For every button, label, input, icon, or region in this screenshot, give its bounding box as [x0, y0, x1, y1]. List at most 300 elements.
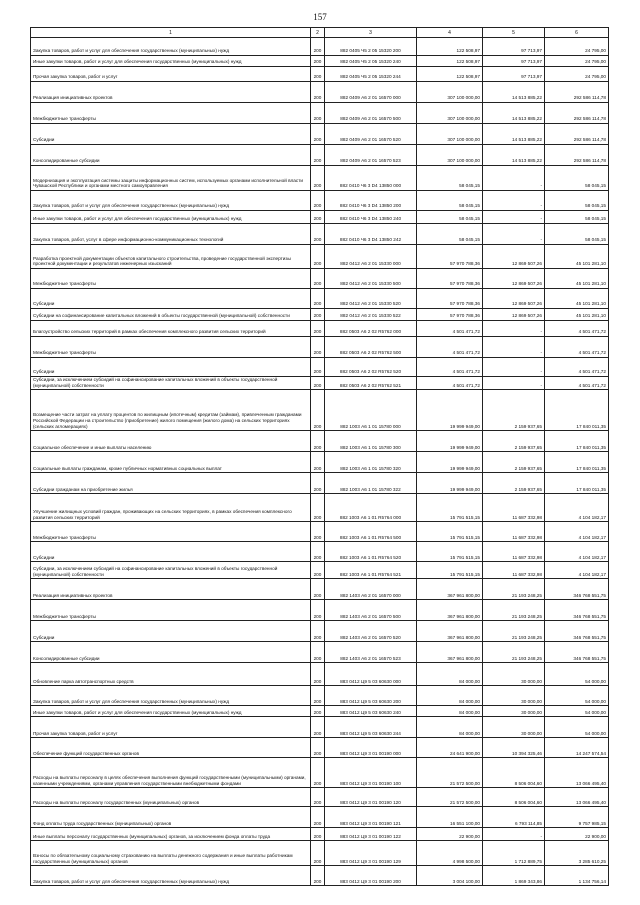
article-name-cell: Обновление парка автотранспортных средств [31, 663, 311, 686]
unexecuted-amount-cell: 292 586 114,78 [545, 82, 609, 103]
executed-amount-cell: 30 000,00 [483, 717, 545, 738]
table-row [31, 289, 609, 309]
classification-code-cell: 882 0410 Ч6 3 D4 13850 200 [325, 191, 417, 211]
executed-amount-cell: 12 869 507,26 [483, 309, 545, 321]
column-header: 4 [417, 28, 483, 38]
approved-amount-cell: 84 000,00 [417, 706, 483, 717]
table-row [31, 358, 609, 377]
approved-amount-cell: 21 572 500,00 [417, 758, 483, 788]
classification-code-cell: 883 0412 Ц9 5 03 60630 000 [325, 663, 417, 686]
line-code-cell: 200 [311, 452, 325, 473]
line-code-cell: 200 [311, 390, 325, 431]
executed-amount-cell: 8 506 004,60 [483, 758, 545, 788]
article-name-cell: Иные закупки товаров, работ и услуг для обеспечения государственных (муниципальных) нужд [31, 211, 311, 224]
article-name-cell: Обеспечение функций государственных органов [31, 738, 311, 758]
line-code-cell: 200 [311, 321, 325, 337]
unexecuted-amount-cell: 4 104 182,17 [545, 542, 609, 562]
executed-amount-cell: 21 193 248,25 [483, 579, 545, 600]
line-code-cell: 200 [311, 600, 325, 621]
line-code-cell: 200 [311, 642, 325, 663]
executed-amount-cell: 97 713,97 [483, 67, 545, 82]
line-code-cell: 200 [311, 522, 325, 542]
unexecuted-amount-cell: 54 000,00 [545, 686, 609, 706]
table-row [31, 103, 609, 124]
approved-amount-cell: 19 999 949,00 [417, 473, 483, 494]
approved-amount-cell: 15 791 515,15 [417, 522, 483, 542]
page-number: 157 [313, 12, 327, 22]
executed-amount-cell: 10 394 325,46 [483, 738, 545, 758]
approved-amount-cell: 84 000,00 [417, 663, 483, 686]
article-name-cell: Субсидии, за исключением субсидий на софинансирование капитальных вложений в объекты государственной (муниципальной) собственности [31, 377, 311, 390]
classification-code-cell: 882 1003 А6 1 01 15780 320 [325, 452, 417, 473]
unexecuted-amount-cell: 4 104 182,17 [545, 562, 609, 579]
line-code-cell: 200 [311, 807, 325, 828]
article-name-cell: Закупка товаров, работ, услуг в сфере информационно-коммуникационных технологий [31, 224, 311, 245]
line-code-cell: 200 [311, 289, 325, 309]
unexecuted-amount-cell: 1 134 756,14 [545, 866, 609, 886]
executed-amount-cell: - [483, 166, 545, 191]
article-name-cell: Консолидированные субсидии [31, 642, 311, 663]
approved-amount-cell: 15 791 515,15 [417, 542, 483, 562]
classification-code-cell: 882 0412 А6 2 01 15330 500 [325, 269, 417, 289]
unexecuted-amount-cell: 17 840 011,35 [545, 452, 609, 473]
approved-amount-cell: 367 961 800,00 [417, 579, 483, 600]
line-code-cell: 200 [311, 38, 325, 56]
approved-amount-cell: 15 791 515,15 [417, 562, 483, 579]
executed-amount-cell: 97 713,97 [483, 56, 545, 67]
unexecuted-amount-cell: 58 045,15 [545, 224, 609, 245]
table-row [31, 717, 609, 738]
line-code-cell: 200 [311, 494, 325, 522]
classification-code-cell: 882 0409 А6 2 01 16570 523 [325, 145, 417, 166]
unexecuted-amount-cell: 17 840 011,35 [545, 390, 609, 431]
line-code-cell: 200 [311, 738, 325, 758]
executed-amount-cell: 30 000,00 [483, 663, 545, 686]
column-header: 5 [483, 28, 545, 38]
executed-amount-cell: 11 687 332,98 [483, 562, 545, 579]
classification-code-cell: 882 1003 А6 1 01 15780 000 [325, 390, 417, 431]
line-code-cell: 200 [311, 706, 325, 717]
line-code-cell: 200 [311, 621, 325, 642]
article-name-cell: Модернизация и эксплуатация системы защиты информационных систем, используемых органами исполнительной власти Чувашской Республики и органами местного самоуправления [31, 166, 311, 191]
line-code-cell: 200 [311, 473, 325, 494]
classification-code-cell: 882 0405 Ч5 2 05 15320 244 [325, 67, 417, 82]
line-code-cell: 200 [311, 788, 325, 807]
unexecuted-amount-cell: 4 104 182,17 [545, 522, 609, 542]
classification-code-cell: 883 0412 Ц9 5 03 60630 244 [325, 717, 417, 738]
classification-code-cell: 883 0412 Ц9 3 01 00190 100 [325, 758, 417, 788]
line-code-cell: 200 [311, 67, 325, 82]
classification-code-cell: 883 0412 Ц9 3 01 00190 120 [325, 788, 417, 807]
classification-code-cell: 882 0410 Ч6 3 D4 13850 000 [325, 166, 417, 191]
table-row [31, 67, 609, 82]
unexecuted-amount-cell: 54 000,00 [545, 717, 609, 738]
executed-amount-cell: 1 712 889,75 [483, 841, 545, 866]
table-row [31, 579, 609, 600]
approved-amount-cell: 58 045,15 [417, 166, 483, 191]
approved-amount-cell: 367 961 800,00 [417, 600, 483, 621]
unexecuted-amount-cell: 45 101 281,10 [545, 309, 609, 321]
approved-amount-cell: 19 999 949,00 [417, 390, 483, 431]
table-row [31, 191, 609, 211]
executed-amount-cell: 97 713,97 [483, 38, 545, 56]
approved-amount-cell: 307 100 000,00 [417, 145, 483, 166]
table-row [31, 245, 609, 269]
table-row [31, 38, 609, 56]
line-code-cell: 200 [311, 211, 325, 224]
table-row [31, 269, 609, 289]
line-code-cell: 200 [311, 841, 325, 866]
article-name-cell: Фонд оплаты труда государственных (муниципальных) органов [31, 807, 311, 828]
article-name-cell: Прочая закупка товаров, работ и услуг [31, 67, 311, 82]
article-name-cell: Расходы на выплаты персоналу государственных (муниципальных) органов [31, 788, 311, 807]
line-code-cell: 200 [311, 717, 325, 738]
approved-amount-cell: 19 999 949,00 [417, 452, 483, 473]
article-name-cell: Закупка товаров, работ и услуг для обеспечения государственных (муниципальных) нужд [31, 38, 311, 56]
table-row [31, 807, 609, 828]
approved-amount-cell: 57 970 788,36 [417, 269, 483, 289]
line-code-cell: 200 [311, 431, 325, 452]
executed-amount-cell: 21 193 248,25 [483, 600, 545, 621]
column-header: 1 [31, 28, 311, 38]
classification-code-cell: 883 0412 Ц9 3 01 00190 122 [325, 828, 417, 841]
article-name-cell: Межбюджетные трансферты [31, 337, 311, 358]
approved-amount-cell: 4 501 471,72 [417, 321, 483, 337]
unexecuted-amount-cell: 292 586 114,78 [545, 103, 609, 124]
article-name-cell: Субсидии [31, 621, 311, 642]
classification-code-cell: 882 1403 А6 2 01 16570 000 [325, 579, 417, 600]
approved-amount-cell: 58 045,15 [417, 224, 483, 245]
executed-amount-cell: 12 869 507,26 [483, 269, 545, 289]
article-name-cell: Возмещение части затрат на уплату процентов по жилищным (ипотечным) кредитам (займам), привлеченным гражданами Российской Федерации на строительство (приобретение) жилого помещения (жилого дома) на сельских территориях (сельских агломерациях) [31, 390, 311, 431]
classification-code-cell: 882 0410 Ч6 3 D4 13850 240 [325, 211, 417, 224]
line-code-cell: 200 [311, 145, 325, 166]
article-name-cell: Субсидии, за исключением субсидий на софинансирование капитальных вложений в объекты государственной (муниципальной) собственности [31, 562, 311, 579]
classification-code-cell: 882 0412 А6 2 01 15330 000 [325, 245, 417, 269]
approved-amount-cell: 4 501 471,72 [417, 377, 483, 390]
classification-code-cell: 882 0410 Ч6 3 D4 13850 242 [325, 224, 417, 245]
column-number-row [31, 28, 609, 38]
executed-amount-cell: - [483, 211, 545, 224]
line-code-cell: 200 [311, 579, 325, 600]
classification-code-cell: 882 0409 А6 2 01 16570 000 [325, 82, 417, 103]
executed-amount-cell: 30 000,00 [483, 686, 545, 706]
article-name-cell: Закупка товаров, работ и услуг для обеспечения государственных (муниципальных) нужд [31, 191, 311, 211]
executed-amount-cell: 8 506 004,60 [483, 788, 545, 807]
column-header: 3 [325, 28, 417, 38]
executed-amount-cell: 11 687 332,98 [483, 522, 545, 542]
line-code-cell: 200 [311, 269, 325, 289]
line-code-cell: 200 [311, 82, 325, 103]
approved-amount-cell: 57 970 788,36 [417, 309, 483, 321]
table-row [31, 321, 609, 337]
unexecuted-amount-cell: 45 101 281,10 [545, 245, 609, 269]
unexecuted-amount-cell: 58 045,15 [545, 191, 609, 211]
table-row [31, 686, 609, 706]
executed-amount-cell: - [483, 321, 545, 337]
line-code-cell: 200 [311, 562, 325, 579]
classification-code-cell: 882 1003 А6 1 01 R5764 521 [325, 562, 417, 579]
classification-code-cell: 882 0503 А6 2 02 R5762 521 [325, 377, 417, 390]
article-name-cell: Субсидии [31, 289, 311, 309]
classification-code-cell: 882 1003 А6 1 01 R5764 520 [325, 542, 417, 562]
classification-code-cell: 882 0405 Ч5 2 05 15320 200 [325, 38, 417, 56]
approved-amount-cell: 57 970 788,36 [417, 289, 483, 309]
line-code-cell: 200 [311, 166, 325, 191]
line-code-cell: 200 [311, 103, 325, 124]
article-name-cell: Реализация инициативных проектов [31, 579, 311, 600]
article-name-cell: Взносы по обязательному социальному страхованию на выплаты денежного содержания и иные выплаты работникам государственных (муниципальных) органов [31, 841, 311, 866]
approved-amount-cell: 307 100 000,00 [417, 103, 483, 124]
approved-amount-cell: 58 045,15 [417, 211, 483, 224]
approved-amount-cell: 4 501 471,72 [417, 358, 483, 377]
classification-code-cell: 882 1403 А6 2 01 16570 523 [325, 642, 417, 663]
line-code-cell: 200 [311, 377, 325, 390]
unexecuted-amount-cell: 3 285 610,25 [545, 841, 609, 866]
unexecuted-amount-cell: 24 795,00 [545, 56, 609, 67]
table-row [31, 82, 609, 103]
line-code-cell: 200 [311, 124, 325, 145]
column-header: 2 [311, 28, 325, 38]
unexecuted-amount-cell: 54 000,00 [545, 663, 609, 686]
executed-amount-cell: 6 793 114,85 [483, 807, 545, 828]
unexecuted-amount-cell: 58 045,15 [545, 211, 609, 224]
unexecuted-amount-cell: 45 101 281,10 [545, 289, 609, 309]
article-name-cell: Субсидии гражданам на приобретение жилья [31, 473, 311, 494]
unexecuted-amount-cell: 346 768 551,75 [545, 642, 609, 663]
executed-amount-cell: 11 687 332,98 [483, 494, 545, 522]
unexecuted-amount-cell: 13 066 495,40 [545, 788, 609, 807]
article-name-cell: Социальные выплаты гражданам, кроме публичных нормативных социальных выплат [31, 452, 311, 473]
line-code-cell: 200 [311, 245, 325, 269]
article-name-cell: Улучшение жилищных условий граждан, проживающих на сельских территориях, в рамках обеспечения комплексного развития сельских территорий [31, 494, 311, 522]
table-row [31, 600, 609, 621]
executed-amount-cell: - [483, 828, 545, 841]
table-row [31, 828, 609, 841]
table-row [31, 145, 609, 166]
table-row [31, 663, 609, 686]
article-name-cell: Иные закупки товаров, работ и услуг для обеспечения государственных (муниципальных) нужд [31, 706, 311, 717]
executed-amount-cell: 1 869 343,86 [483, 866, 545, 886]
approved-amount-cell: 4 998 500,00 [417, 841, 483, 866]
approved-amount-cell: 24 641 900,00 [417, 738, 483, 758]
table-body [31, 38, 609, 886]
classification-code-cell: 882 0503 А6 2 02 R5762 000 [325, 321, 417, 337]
table-row [31, 522, 609, 542]
table-row [31, 642, 609, 663]
line-code-cell: 200 [311, 358, 325, 377]
article-name-cell: Социальное обеспечение и иные выплаты населению [31, 431, 311, 452]
article-name-cell: Благоустройство сельских территорий в рамках обеспечения комплексного развития сельских территорий [31, 321, 311, 337]
executed-amount-cell: 30 000,00 [483, 706, 545, 717]
unexecuted-amount-cell: 4 501 471,72 [545, 321, 609, 337]
table-row [31, 621, 609, 642]
article-name-cell: Иные закупки товаров, работ и услуг для обеспечения государственных (муниципальных) нужд [31, 56, 311, 67]
executed-amount-cell: - [483, 191, 545, 211]
table-row [31, 166, 609, 191]
line-code-cell: 200 [311, 663, 325, 686]
executed-amount-cell: 2 159 937,65 [483, 452, 545, 473]
approved-amount-cell: 84 000,00 [417, 686, 483, 706]
classification-code-cell: 883 0412 Ц9 3 01 00190 121 [325, 807, 417, 828]
unexecuted-amount-cell: 4 501 471,72 [545, 377, 609, 390]
line-code-cell: 200 [311, 866, 325, 886]
approved-amount-cell: 307 100 000,00 [417, 124, 483, 145]
approved-amount-cell: 19 999 949,00 [417, 431, 483, 452]
classification-code-cell: 882 1403 А6 2 01 16570 500 [325, 600, 417, 621]
table-row [31, 224, 609, 245]
classification-code-cell: 882 0412 А6 2 01 15330 520 [325, 289, 417, 309]
classification-code-cell: 882 1003 А6 1 01 R5764 500 [325, 522, 417, 542]
table-row [31, 866, 609, 886]
approved-amount-cell: 122 508,97 [417, 56, 483, 67]
budget-execution-table [30, 27, 609, 886]
table-row [31, 562, 609, 579]
executed-amount-cell: 21 193 248,25 [483, 642, 545, 663]
approved-amount-cell: 122 508,97 [417, 38, 483, 56]
approved-amount-cell: 122 508,97 [417, 67, 483, 82]
article-name-cell: Межбюджетные трансферты [31, 522, 311, 542]
article-name-cell: Консолидированные субсидии [31, 145, 311, 166]
approved-amount-cell: 21 572 500,00 [417, 788, 483, 807]
article-name-cell: Межбюджетные трансферты [31, 600, 311, 621]
unexecuted-amount-cell: 4 501 471,72 [545, 337, 609, 358]
line-code-cell: 200 [311, 56, 325, 67]
approved-amount-cell: 22 900,00 [417, 828, 483, 841]
classification-code-cell: 883 0412 Ц9 5 03 60630 240 [325, 706, 417, 717]
executed-amount-cell: 2 159 937,65 [483, 473, 545, 494]
executed-amount-cell: 14 513 885,22 [483, 103, 545, 124]
table-row [31, 706, 609, 717]
table-row [31, 124, 609, 145]
unexecuted-amount-cell: 22 900,00 [545, 828, 609, 841]
table-row [31, 452, 609, 473]
classification-code-cell: 882 1003 А6 1 01 R5764 000 [325, 494, 417, 522]
table-row [31, 56, 609, 67]
table-row [31, 788, 609, 807]
unexecuted-amount-cell: 4 501 471,72 [545, 358, 609, 377]
approved-amount-cell: 307 100 000,00 [417, 82, 483, 103]
approved-amount-cell: 84 000,00 [417, 717, 483, 738]
approved-amount-cell: 58 045,15 [417, 191, 483, 211]
approved-amount-cell: 16 551 100,00 [417, 807, 483, 828]
table-row [31, 377, 609, 390]
classification-code-cell: 883 0412 Ц9 3 01 00190 129 [325, 841, 417, 866]
unexecuted-amount-cell: 346 768 551,75 [545, 600, 609, 621]
table-row [31, 309, 609, 321]
line-code-cell: 200 [311, 828, 325, 841]
line-code-cell: 200 [311, 224, 325, 245]
classification-code-cell: 882 0405 Ч5 2 05 15320 240 [325, 56, 417, 67]
executed-amount-cell: - [483, 358, 545, 377]
executed-amount-cell: - [483, 337, 545, 358]
article-name-cell: Субсидии [31, 542, 311, 562]
article-name-cell: Субсидии [31, 358, 311, 377]
line-code-cell: 200 [311, 686, 325, 706]
table-row [31, 494, 609, 522]
approved-amount-cell: 3 004 100,00 [417, 866, 483, 886]
classification-code-cell: 882 0409 А6 2 01 16570 500 [325, 103, 417, 124]
approved-amount-cell: 4 501 471,72 [417, 337, 483, 358]
approved-amount-cell: 57 970 788,36 [417, 245, 483, 269]
article-name-cell: Расходы на выплаты персоналу в целях обеспечения выполнения функций государственными (муниципальными) органами, казенными учреждениями, органами управления государственными внебюджетными фондами [31, 758, 311, 788]
line-code-cell: 200 [311, 309, 325, 321]
unexecuted-amount-cell: 346 768 551,75 [545, 579, 609, 600]
approved-amount-cell: 367 961 800,00 [417, 621, 483, 642]
executed-amount-cell: 2 159 937,65 [483, 431, 545, 452]
unexecuted-amount-cell: 292 586 114,78 [545, 124, 609, 145]
article-name-cell: Закупка товаров, работ и услуг для обеспечения государственных (муниципальных) нужд [31, 686, 311, 706]
unexecuted-amount-cell: 17 840 011,35 [545, 431, 609, 452]
table-row [31, 758, 609, 788]
approved-amount-cell: 15 791 515,15 [417, 494, 483, 522]
table-row [31, 841, 609, 866]
executed-amount-cell: 21 193 248,25 [483, 621, 545, 642]
article-name-cell: Реализация инициативных проектов [31, 82, 311, 103]
table-row [31, 211, 609, 224]
classification-code-cell: 882 0503 А6 2 02 R5762 520 [325, 358, 417, 377]
unexecuted-amount-cell: 24 795,00 [545, 38, 609, 56]
unexecuted-amount-cell: 292 586 114,78 [545, 145, 609, 166]
unexecuted-amount-cell: 45 101 281,10 [545, 269, 609, 289]
article-name-cell: Прочая закупка товаров, работ и услуг [31, 717, 311, 738]
unexecuted-amount-cell: 4 104 182,17 [545, 494, 609, 522]
classification-code-cell: 882 1003 А6 1 01 15780 322 [325, 473, 417, 494]
unexecuted-amount-cell: 13 066 495,40 [545, 758, 609, 788]
article-name-cell: Межбюджетные трансферты [31, 269, 311, 289]
article-name-cell: Разработка проектной документации объектов капитального строительства, проведение государственной экспертизы проектной документации и результатов инженерных изысканий [31, 245, 311, 269]
executed-amount-cell: 14 513 885,22 [483, 145, 545, 166]
line-code-cell: 200 [311, 758, 325, 788]
executed-amount-cell: 14 513 885,22 [483, 82, 545, 103]
unexecuted-amount-cell: 58 045,15 [545, 166, 609, 191]
table-row [31, 542, 609, 562]
article-name-cell: Субсидии [31, 124, 311, 145]
unexecuted-amount-cell: 9 757 985,15 [545, 807, 609, 828]
executed-amount-cell: 11 687 332,98 [483, 542, 545, 562]
executed-amount-cell: - [483, 224, 545, 245]
classification-code-cell: 882 0503 А6 2 02 R5762 500 [325, 337, 417, 358]
article-name-cell: Межбюджетные трансферты [31, 103, 311, 124]
approved-amount-cell: 367 961 800,00 [417, 642, 483, 663]
article-name-cell: Иные выплаты персоналу государственных (муниципальных) органов, за исключением фонда оплаты труда [31, 828, 311, 841]
table-row [31, 431, 609, 452]
executed-amount-cell: 14 513 885,22 [483, 124, 545, 145]
classification-code-cell: 882 0409 А6 2 01 16570 520 [325, 124, 417, 145]
table-row [31, 473, 609, 494]
classification-code-cell: 883 0412 Ц9 5 03 60630 200 [325, 686, 417, 706]
unexecuted-amount-cell: 14 247 574,54 [545, 738, 609, 758]
classification-code-cell: 883 0412 Ц9 3 01 00190 200 [325, 866, 417, 886]
classification-code-cell: 882 1403 А6 2 01 16570 520 [325, 621, 417, 642]
executed-amount-cell: 12 869 507,26 [483, 245, 545, 269]
unexecuted-amount-cell: 17 840 011,35 [545, 473, 609, 494]
unexecuted-amount-cell: 346 768 551,75 [545, 621, 609, 642]
table-row [31, 738, 609, 758]
table-row [31, 390, 609, 431]
classification-code-cell: 883 0412 Ц9 3 01 00190 000 [325, 738, 417, 758]
executed-amount-cell: 2 159 937,65 [483, 390, 545, 431]
classification-code-cell: 882 1003 А6 1 01 15780 300 [325, 431, 417, 452]
article-name-cell: Субсидии на софинансирование капитальных вложений в объекты государственной (муниципальной) собственности [31, 309, 311, 321]
line-code-cell: 200 [311, 191, 325, 211]
line-code-cell: 200 [311, 542, 325, 562]
executed-amount-cell: - [483, 377, 545, 390]
classification-code-cell: 882 0412 А6 2 01 15330 522 [325, 309, 417, 321]
executed-amount-cell: 12 869 507,26 [483, 289, 545, 309]
unexecuted-amount-cell: 24 795,00 [545, 67, 609, 82]
line-code-cell: 200 [311, 337, 325, 358]
